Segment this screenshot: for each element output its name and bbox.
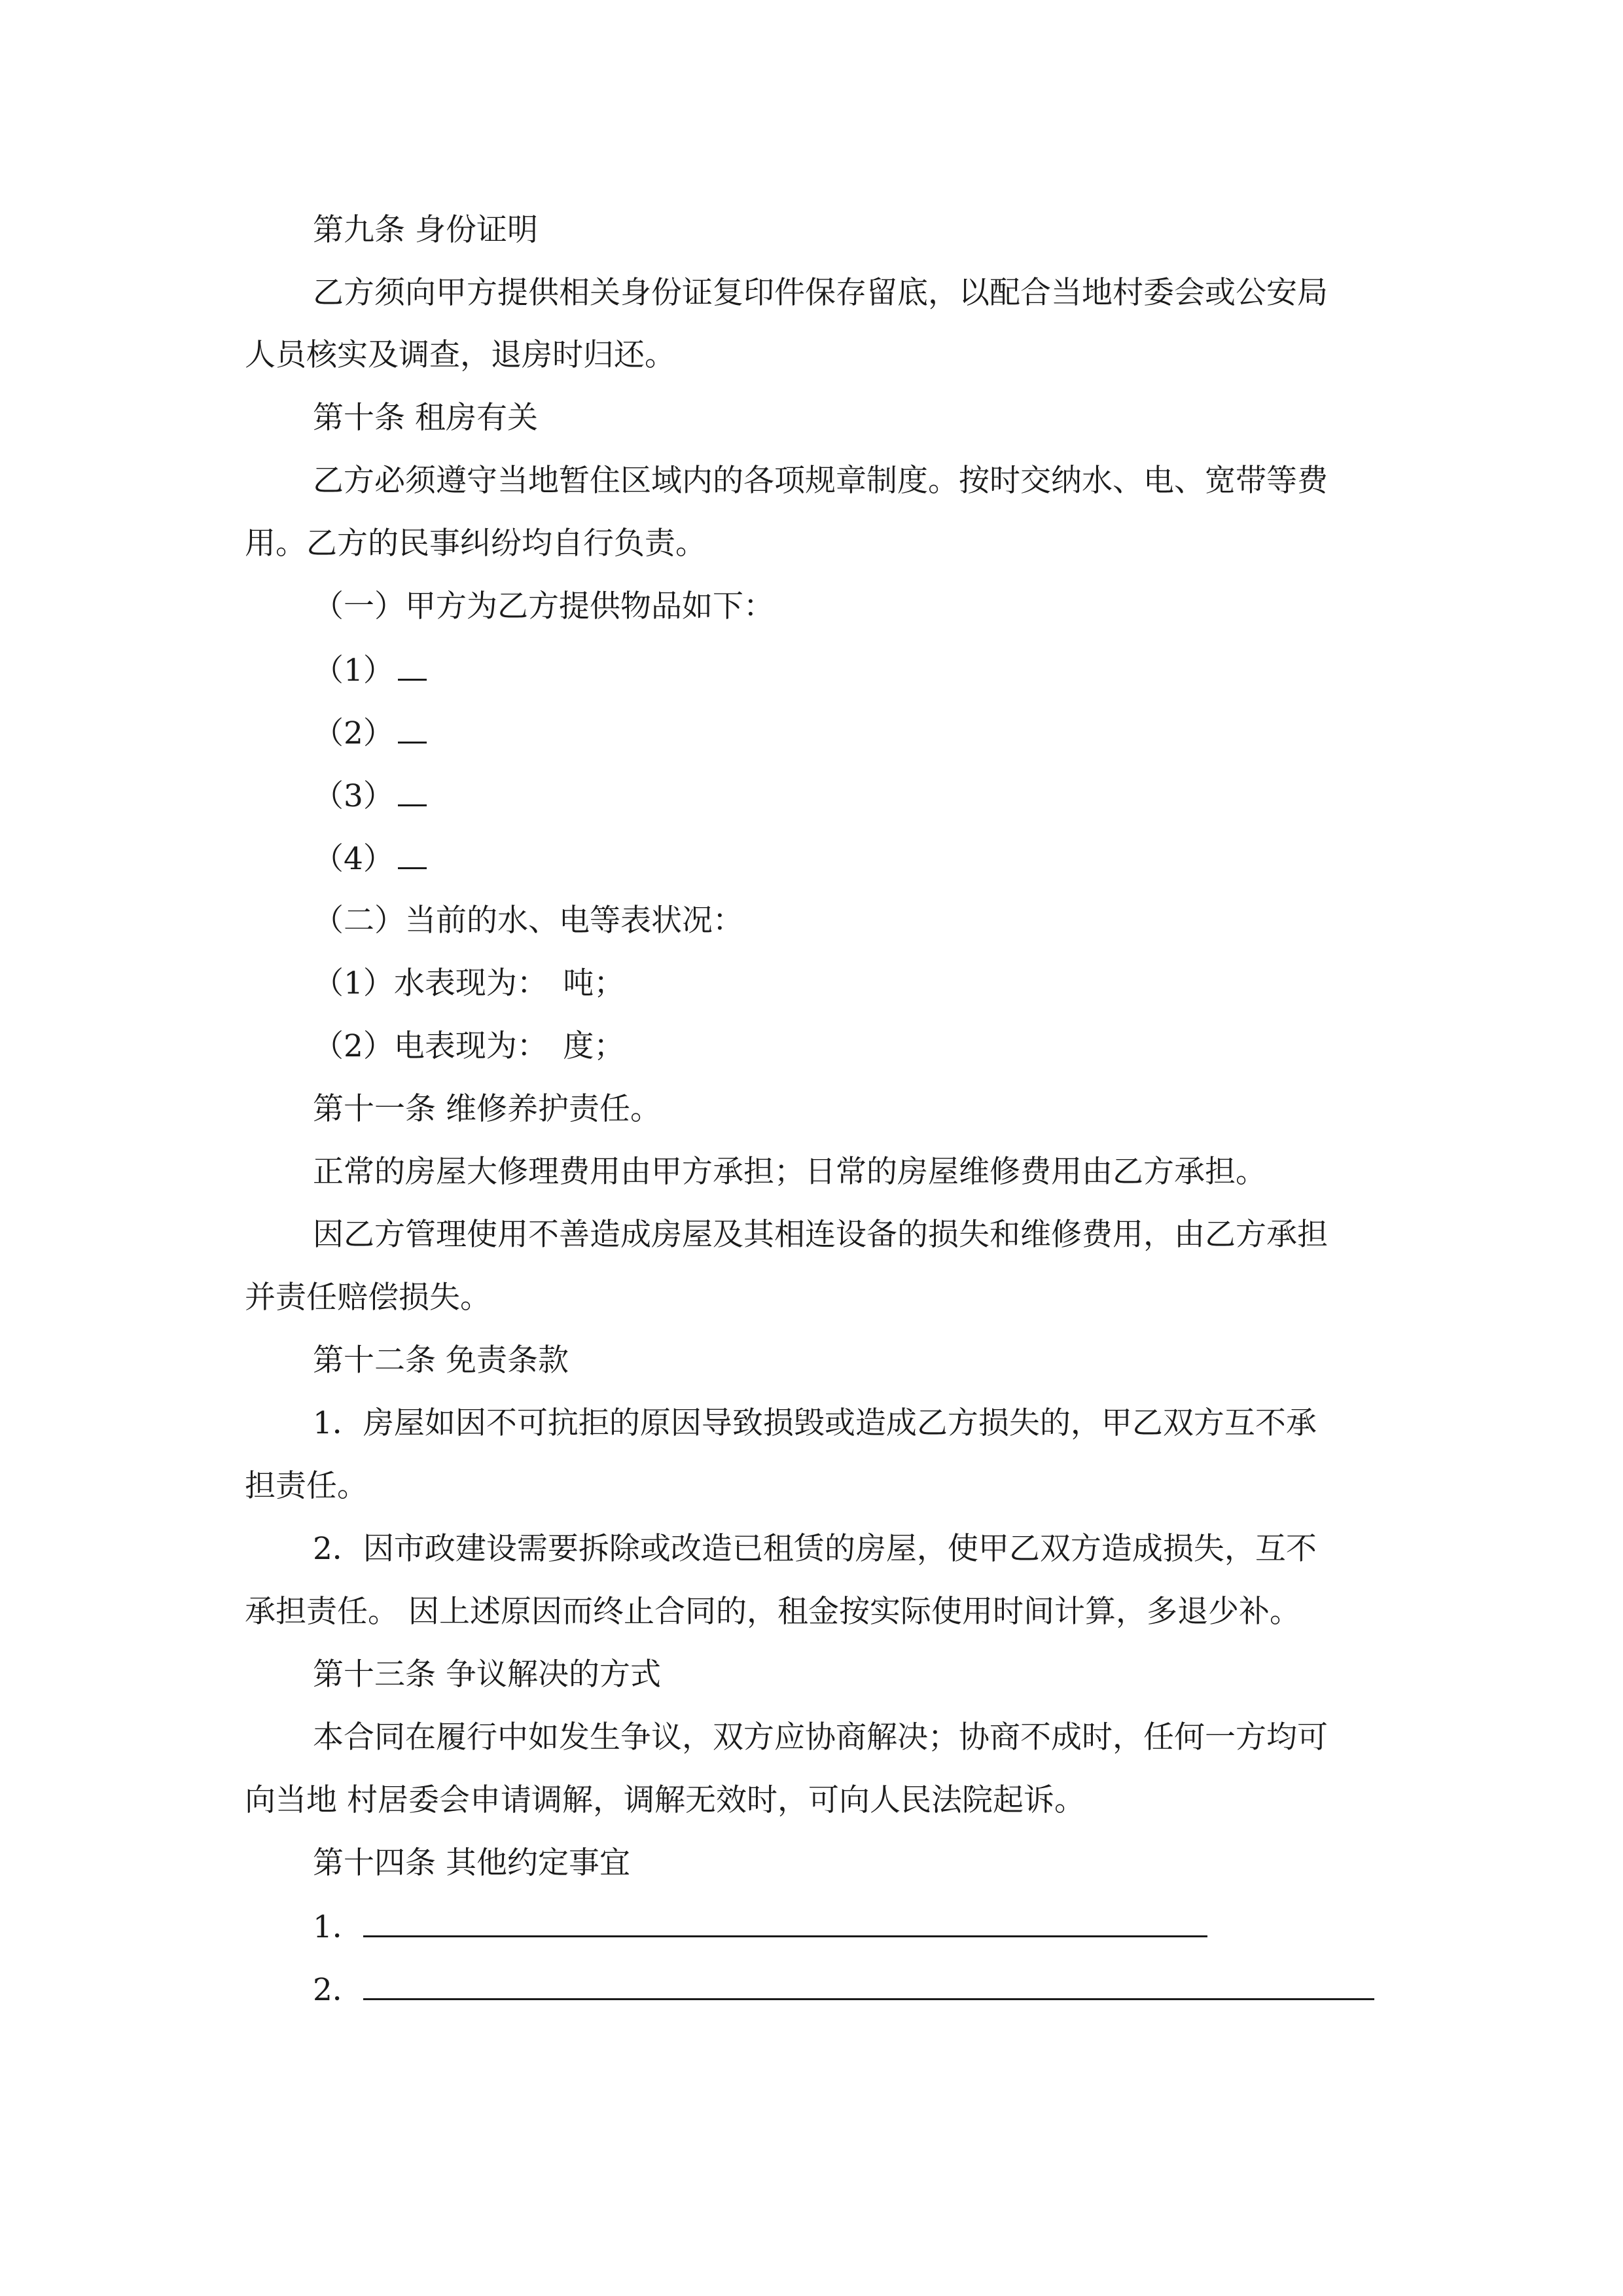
clause-10-subsection-2: （二）当前的水、电等表状况： (313, 903, 743, 939)
clause-13-heading: 第十三条 争议解决的方式 (313, 1657, 661, 1693)
clause-13-text-line-1: 本合同在履行中如发生争议，双方应协商解决；协商不成时，任何一方均可 (313, 1719, 1328, 1755)
item-row (313, 838, 427, 878)
clause-9-text-line-1: 乙方须向甲方提供相关身份证复印件保存留底，以配合当地村委会或公安局 (313, 275, 1328, 311)
power-meter-reading: （2）电表现为： 度； (313, 1028, 625, 1064)
other-terms-row (313, 1907, 1207, 1946)
clause-11-text-2-line-2: 并责任赔偿损失。 (245, 1280, 491, 1316)
clause-9-heading: 第九条 身份证明 (313, 212, 538, 248)
clause-12-item-2-line-1: 2．因市政建设需要拆除或改造已租赁的房屋，使甲乙双方造成损失，互不 (313, 1531, 1317, 1567)
item-number: 1． (313, 1909, 363, 1945)
item-number: （2） (313, 715, 394, 751)
clause-12-item-2-line-2: 承担责任。 因上述原因而终止合同的，租金按实际使用时间计算，多退少补。 (245, 1594, 1300, 1630)
clause-11-heading: 第十一条 维修养护责任。 (313, 1091, 661, 1127)
clause-10-subsection-1: （一）甲方为乙方提供物品如下： (313, 588, 774, 624)
clause-9-text-line-2: 人员核实及调查，退房时归还。 (245, 337, 675, 373)
item-row (313, 713, 427, 752)
clause-10-text-line-2: 用。乙方的民事纠纷均自行负责。 (245, 526, 706, 562)
clause-12-heading: 第十二条 免责条款 (313, 1342, 569, 1378)
fill-in-blank (398, 838, 427, 869)
clause-11-text-1: 正常的房屋大修理费用由甲方承担；日常的房屋维修费用由乙方承担。 (313, 1154, 1266, 1190)
clause-14-heading: 第十四条 其他约定事宜 (313, 1845, 630, 1881)
other-terms-row (313, 1969, 1374, 2009)
fill-in-blank (398, 713, 427, 744)
fill-in-blank (398, 650, 427, 681)
clause-12-item-1-line-1: 1．房屋如因不可抗拒的原因导致损毁或造成乙方损失的，甲乙双方互不承 (313, 1405, 1317, 1441)
clause-13-text-line-2: 向当地 村居委会申请调解，调解无效时，可向人民法院起诉。 (245, 1782, 1085, 1818)
item-number: （1） (313, 653, 394, 689)
clause-12-item-1-line-2: 担责任。 (245, 1468, 368, 1504)
water-meter-reading: （1）水表现为： 吨； (313, 965, 625, 1001)
item-row (313, 776, 427, 815)
fill-in-line (363, 1969, 1374, 2000)
clause-10-heading: 第十条 租房有关 (313, 400, 538, 436)
fill-in-line (363, 1907, 1207, 1937)
item-number: （4） (313, 841, 394, 877)
item-number: （3） (313, 778, 394, 814)
fill-in-blank (398, 776, 427, 806)
item-number: 2． (313, 1972, 363, 2008)
clause-10-text-line-1: 乙方必须遵守当地暂住区域内的各项规章制度。按时交纳水、电、宽带等费 (313, 463, 1328, 499)
item-row (313, 650, 427, 689)
clause-11-text-2-line-1: 因乙方管理使用不善造成房屋及其相连设备的损失和维修费用，由乙方承担 (313, 1217, 1328, 1253)
